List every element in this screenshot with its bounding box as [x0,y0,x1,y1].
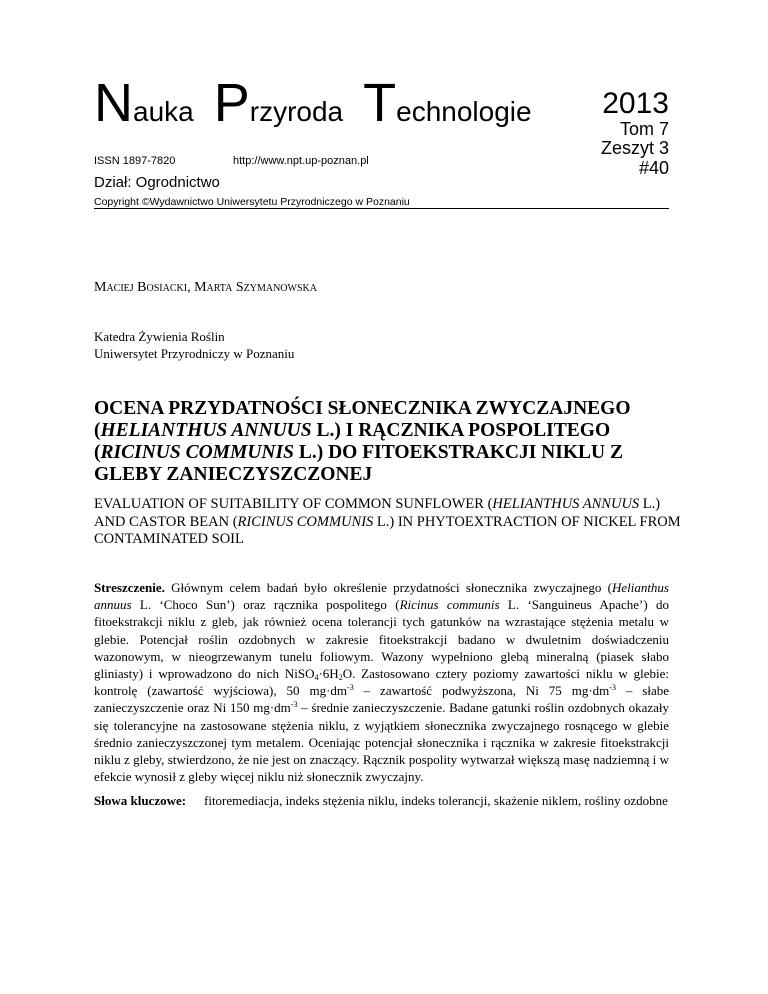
journal-url: http://www.npt.up-poznan.pl [233,155,369,167]
title-pl-species-2: RICINUS COMMUNIS [100,442,294,463]
abstract-text-6: – zawartość podwyższona, Ni 75 mg·dm [353,683,610,699]
abstract-text-8: – średnie zanieczyszczenie. Badane gatunki roślin ozdobnych okazały się tolerancyjne na zastosowane stężenia niklu, z wyjątkiem słonecznika zwyczajnego rosnącego w glebie średnio zanieczyszczonej tym metalem. Oceniając potencjał słonecznika i rącznika w zakresie fitoekstrakcji niklu z gleby, stwierdzono, że nie jest on znaczący. Rącznik pospolity wytwarzał większą masę nadziemną i w efekcie wynosił z gleby więcej niklu niż słonecznik zwyczajny. [94,700,670,785]
issue-year: 2013 [602,87,669,120]
abstract-superscript-3: -3 [290,700,298,710]
copyright-notice: Copyright ©Wydawnictwo Uniwersytetu Przyrodniczego w Poznaniu [94,196,410,208]
journal-title-word-technologie: echnologie [396,96,532,127]
abstract-text-5: O. Zastosowano cztery poziomy zawartości niklu w glebie: kontrolę (zawartość wyjściowa), 50 mg·dm [94,666,669,699]
abstract-subscript-2: 2 [338,673,343,683]
article-title-english [94,496,694,549]
abstract-superscript-1: -3 [347,683,354,693]
title-en-text-3: L.) IN PHYTOEXTRACTION OF NICKEL FROM CONTAMINATED SOIL [94,513,681,547]
abstract-text-2: L. ‘Choco Sun’) oraz rącznika pospolitego ( [131,597,400,613]
issue-article-number: #40 [638,158,669,179]
abstract-text-1: Głównym celem badań było określenie przydatności słonecznika zwyczajnego ( [164,580,612,595]
title-pl-text-1: OCENA PRZYDATNOŚCI SŁONECZNIKA ZWYCZAJNEGO ( [94,398,631,441]
author-affiliation [94,328,294,362]
issn: ISSN 1897-7820 [94,155,176,167]
abstract-subscript-1: 4 [314,673,319,683]
keywords-label: Słowa kluczowe: [94,793,187,808]
article-authors: Maciej Bosiacki, Marta Szymanowska [94,280,317,295]
abstract [94,579,669,785]
title-en-text-1: EVALUATION OF SUITABILITY OF COMMON SUNFLOWER ( [94,496,493,512]
issue-number: Zeszyt 3 [600,138,669,159]
issue-volume: Tom 7 [619,118,669,139]
header-divider [94,208,669,209]
journal-title [94,73,532,133]
abstract-text-3: L. ‘Sanguineus Apache’) do fitoekstrakcji niklu z gleb, jak również ocena tolerancji tych gatunków na wzrastające stężenia metalu w glebie. Potencjał roślin ozdobnych w zakresie fitoekstrakcji badano w dwuletnim doświadczeniu wazonowym, w nieogrzewanym tunelu foliowym. Wazony wypełniono glebą mineralną (piasek słabo gliniasty) i wprowadzono do nich NiSO [94,597,670,682]
title-en-species-1: HELIANTHUS ANNUUS [492,496,640,512]
title-en-text-2: L.) AND CASTOR BEAN ( [94,496,661,530]
abstract-species-2: Ricinus communis [399,597,500,613]
abstract-label: Streszczenie. [94,580,165,595]
journal-title-initial-p: P [213,73,250,133]
issue-info [601,88,669,179]
journal-title-word-przyroda: rzyroda [249,96,344,127]
abstract-text-4: ·6H [318,666,339,682]
keywords [94,792,669,809]
article-title-polish [94,398,684,486]
journal-title-initial-t: T [363,73,397,133]
affiliation-university: Uniwersytet Przyrodniczy w Poznaniu [94,346,295,361]
journal-title-initial-n: N [94,73,133,133]
title-pl-species-1: HELIANTHUS ANNUUS [100,420,312,441]
affiliation-department: Katedra Żywienia Roślin [94,329,225,344]
abstract-species-1: Helianthus annuus [94,580,669,613]
title-pl-text-2: L.) I RĄCZNIKA POSPOLITEGO ( [94,420,611,463]
abstract-text-7: – słabe zanieczyszczenie oraz Ni 150 mg·dm [94,683,670,716]
keywords-text: fitoremediacja, indeks stężenia niklu, indeks tolerancji, skażenie niklem, rośliny ozdobne [204,793,668,808]
title-pl-text-3: L.) DO FITOEKSTRAKCJI NIKLU Z GLEBY ZANIECZYSZCZONEJ [94,442,623,485]
journal-section: Dział: Ogrodnictwo [94,174,220,191]
title-en-species-2: RICINUS COMMUNIS [237,513,374,530]
abstract-superscript-2: -3 [609,683,616,693]
journal-title-word-nauka: auka [133,96,194,127]
